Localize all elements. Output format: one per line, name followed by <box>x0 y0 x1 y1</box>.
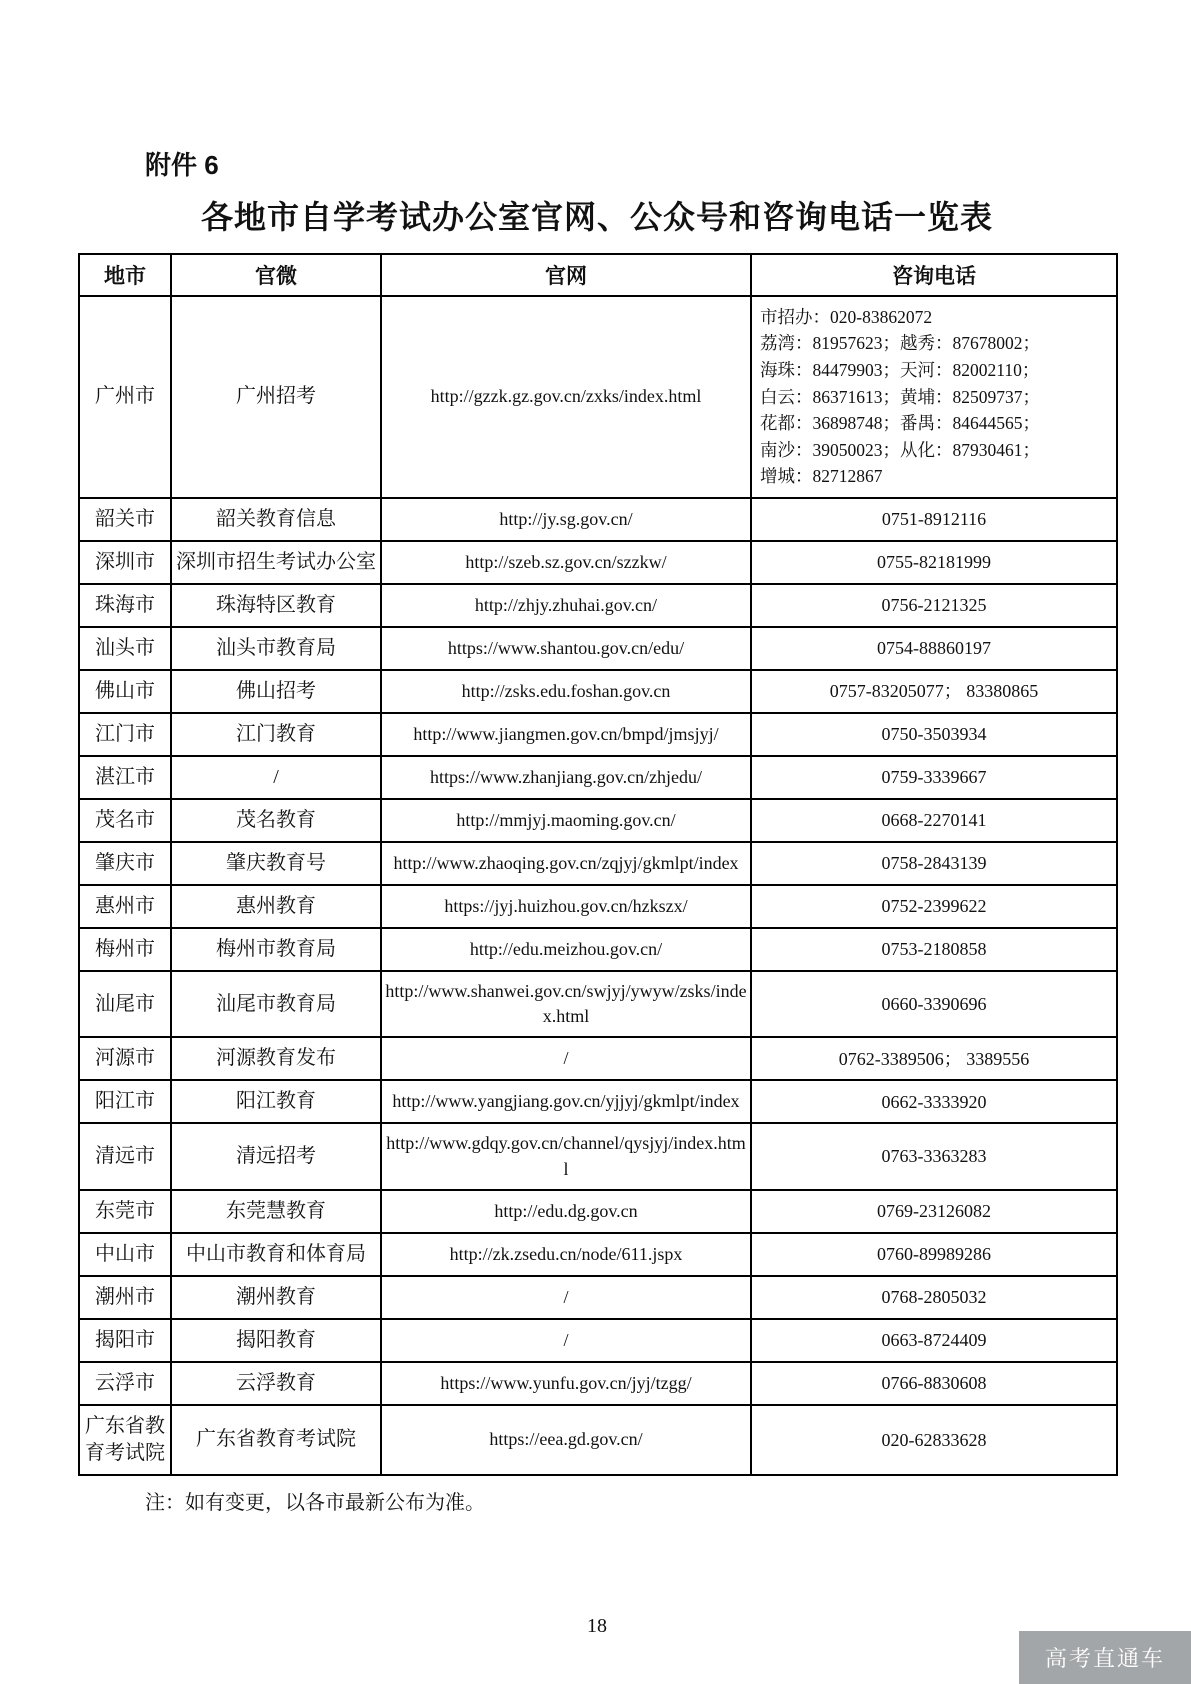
phone-line: 荔湾：81957623；越秀：87678002； <box>760 333 1040 354</box>
wechat-cell: 东莞慧教育 <box>171 1190 381 1233</box>
website-cell: / <box>381 1037 751 1080</box>
city-cell: 汕尾市 <box>79 971 171 1037</box>
table-row <box>79 1319 1117 1362</box>
table-row <box>79 584 1117 627</box>
website-cell: https://www.yunfu.gov.cn/jyj/tzgg/ <box>381 1362 751 1405</box>
wechat-cell: 梅州市教育局 <box>171 928 381 971</box>
wechat-cell: 广州招考 <box>171 296 381 498</box>
table-row <box>79 296 1117 498</box>
city-cell: 清远市 <box>79 1123 171 1189</box>
website-cell: http://szeb.sz.gov.cn/szzkw/ <box>381 541 751 584</box>
wechat-cell: 汕头市教育局 <box>171 627 381 670</box>
city-cell: 广东省教育考试院 <box>79 1405 171 1475</box>
phone-line: 海珠：84479903；天河：82002110； <box>760 359 1040 380</box>
table-row <box>79 1037 1117 1080</box>
website-cell: https://eea.gd.gov.cn/ <box>381 1405 751 1475</box>
contact-table <box>78 253 1118 1476</box>
city-cell: 河源市 <box>79 1037 171 1080</box>
table-row <box>79 627 1117 670</box>
website-cell: http://gzzk.gz.gov.cn/zxks/index.html <box>381 296 751 498</box>
phone-cell: 0750-3503934 <box>751 713 1117 756</box>
table-row <box>79 756 1117 799</box>
phone-cell: 0758-2843139 <box>751 842 1117 885</box>
column-header-phone: 咨询电话 <box>751 254 1117 296</box>
city-cell: 潮州市 <box>79 1276 171 1319</box>
phone-cell: 0769-23126082 <box>751 1190 1117 1233</box>
phone-cell: 0751-8912116 <box>751 498 1117 541</box>
city-cell: 云浮市 <box>79 1362 171 1405</box>
phone-line: 白云：86371613；黄埔：82509737； <box>760 386 1040 407</box>
phone-cell: 0762-3389506； 3389556 <box>751 1037 1117 1080</box>
website-cell: http://jy.sg.gov.cn/ <box>381 498 751 541</box>
phone-cell: 0663-8724409 <box>751 1319 1117 1362</box>
table-row <box>79 1276 1117 1319</box>
page-title: 各地市自学考试办公室官网、公众号和咨询电话一览表 <box>200 199 993 236</box>
website-cell: http://www.gdqy.gov.cn/channel/qysjyj/index.html <box>381 1123 751 1189</box>
table-body <box>79 296 1117 1475</box>
wechat-cell: 佛山招考 <box>171 670 381 713</box>
column-header-city: 地市 <box>79 254 171 296</box>
phone-cell: 0759-3339667 <box>751 756 1117 799</box>
wechat-cell: 广东省教育考试院 <box>171 1405 381 1475</box>
website-cell: https://jyj.huizhou.gov.cn/hzkszx/ <box>381 885 751 928</box>
website-cell: http://edu.meizhou.gov.cn/ <box>381 928 751 971</box>
phone-cell: 0755-82181999 <box>751 541 1117 584</box>
city-cell: 阳江市 <box>79 1080 171 1123</box>
phone-line: 增城：82712867 <box>760 466 883 487</box>
wechat-cell: 揭阳教育 <box>171 1319 381 1362</box>
website-cell: http://mmjyj.maoming.gov.cn/ <box>381 799 751 842</box>
wechat-cell: 清远招考 <box>171 1123 381 1189</box>
phone-cell <box>751 296 1117 498</box>
table-row <box>79 1190 1117 1233</box>
wechat-cell: 中山市教育和体育局 <box>171 1233 381 1276</box>
website-cell: http://zk.zsedu.cn/node/611.jspx <box>381 1233 751 1276</box>
phone-cell: 0760-89989286 <box>751 1233 1117 1276</box>
phone-cell: 0768-2805032 <box>751 1276 1117 1319</box>
wechat-cell: 云浮教育 <box>171 1362 381 1405</box>
wechat-cell: 茂名教育 <box>171 799 381 842</box>
city-cell: 江门市 <box>79 713 171 756</box>
website-cell: http://edu.dg.gov.cn <box>381 1190 751 1233</box>
wechat-cell: 韶关教育信息 <box>171 498 381 541</box>
phone-line: 南沙：39050023；从化：87930461； <box>760 439 1040 460</box>
table-row <box>79 842 1117 885</box>
city-cell: 中山市 <box>79 1233 171 1276</box>
phone-line: 花都：36898748；番禺：84644565； <box>760 413 1040 434</box>
website-cell: http://www.zhaoqing.gov.cn/zqjyj/gkmlpt/index <box>381 842 751 885</box>
table-row <box>79 1233 1117 1276</box>
table-row <box>79 928 1117 971</box>
phone-cell: 0756-2121325 <box>751 584 1117 627</box>
phone-cell: 0757-83205077； 83380865 <box>751 670 1117 713</box>
website-cell: http://www.jiangmen.gov.cn/bmpd/jmsjyj/ <box>381 713 751 756</box>
city-cell: 汕头市 <box>79 627 171 670</box>
table-row <box>79 713 1117 756</box>
table-row <box>79 885 1117 928</box>
website-cell: / <box>381 1276 751 1319</box>
website-cell: http://zhjy.zhuhai.gov.cn/ <box>381 584 751 627</box>
phone-cell: 0668-2270141 <box>751 799 1117 842</box>
table-row <box>79 1362 1117 1405</box>
table-row <box>79 1405 1117 1475</box>
city-cell: 惠州市 <box>79 885 171 928</box>
wechat-cell: 深圳市招生考试办公室 <box>171 541 381 584</box>
website-cell: / <box>381 1319 751 1362</box>
watermark-badge: 高考直通车 <box>1019 1631 1191 1684</box>
website-cell: http://www.yangjiang.gov.cn/yjjyj/gkmlpt/index <box>381 1080 751 1123</box>
phone-cell: 0752-2399622 <box>751 885 1117 928</box>
wechat-cell: 江门教育 <box>171 713 381 756</box>
city-cell: 广州市 <box>79 296 171 498</box>
table-row <box>79 498 1117 541</box>
wechat-cell: 肇庆教育号 <box>171 842 381 885</box>
wechat-cell: 阳江教育 <box>171 1080 381 1123</box>
table-row <box>79 670 1117 713</box>
phone-cell: 0753-2180858 <box>751 928 1117 971</box>
table-row <box>79 541 1117 584</box>
table-row <box>79 1123 1117 1189</box>
column-header-website: 官网 <box>381 254 751 296</box>
website-cell: http://zsks.edu.foshan.gov.cn <box>381 670 751 713</box>
phone-cell: 0766-8830608 <box>751 1362 1117 1405</box>
city-cell: 揭阳市 <box>79 1319 171 1362</box>
page-number: 18 <box>587 1614 607 1637</box>
phone-cell: 0662-3333920 <box>751 1080 1117 1123</box>
wechat-cell: 珠海特区教育 <box>171 584 381 627</box>
wechat-cell: 惠州教育 <box>171 885 381 928</box>
city-cell: 湛江市 <box>79 756 171 799</box>
city-cell: 茂名市 <box>79 799 171 842</box>
wechat-cell: 潮州教育 <box>171 1276 381 1319</box>
phone-cell: 0763-3363283 <box>751 1123 1117 1189</box>
city-cell: 韶关市 <box>79 498 171 541</box>
website-cell: http://www.shanwei.gov.cn/swjyj/ywyw/zsks/index.html <box>381 971 751 1037</box>
wechat-cell: / <box>171 756 381 799</box>
note-text: 注：如有变更，以各市最新公布为准。 <box>145 1491 485 1514</box>
phone-cell: 020-62833628 <box>751 1405 1117 1475</box>
column-header-wechat: 官微 <box>171 254 381 296</box>
website-cell: https://www.zhanjiang.gov.cn/zhjedu/ <box>381 756 751 799</box>
city-cell: 佛山市 <box>79 670 171 713</box>
wechat-cell: 河源教育发布 <box>171 1037 381 1080</box>
table-row <box>79 971 1117 1037</box>
attachment-label: 附件 6 <box>145 150 219 180</box>
website-cell: https://www.shantou.gov.cn/edu/ <box>381 627 751 670</box>
city-cell: 梅州市 <box>79 928 171 971</box>
table-header-row <box>79 254 1117 296</box>
table-row <box>79 1080 1117 1123</box>
phone-line: 市招办：020-83862072 <box>760 306 933 327</box>
city-cell: 深圳市 <box>79 541 171 584</box>
city-cell: 肇庆市 <box>79 842 171 885</box>
phone-cell: 0754-88860197 <box>751 627 1117 670</box>
table-row <box>79 799 1117 842</box>
phone-cell: 0660-3390696 <box>751 971 1117 1037</box>
city-cell: 东莞市 <box>79 1190 171 1233</box>
wechat-cell: 汕尾市教育局 <box>171 971 381 1037</box>
city-cell: 珠海市 <box>79 584 171 627</box>
